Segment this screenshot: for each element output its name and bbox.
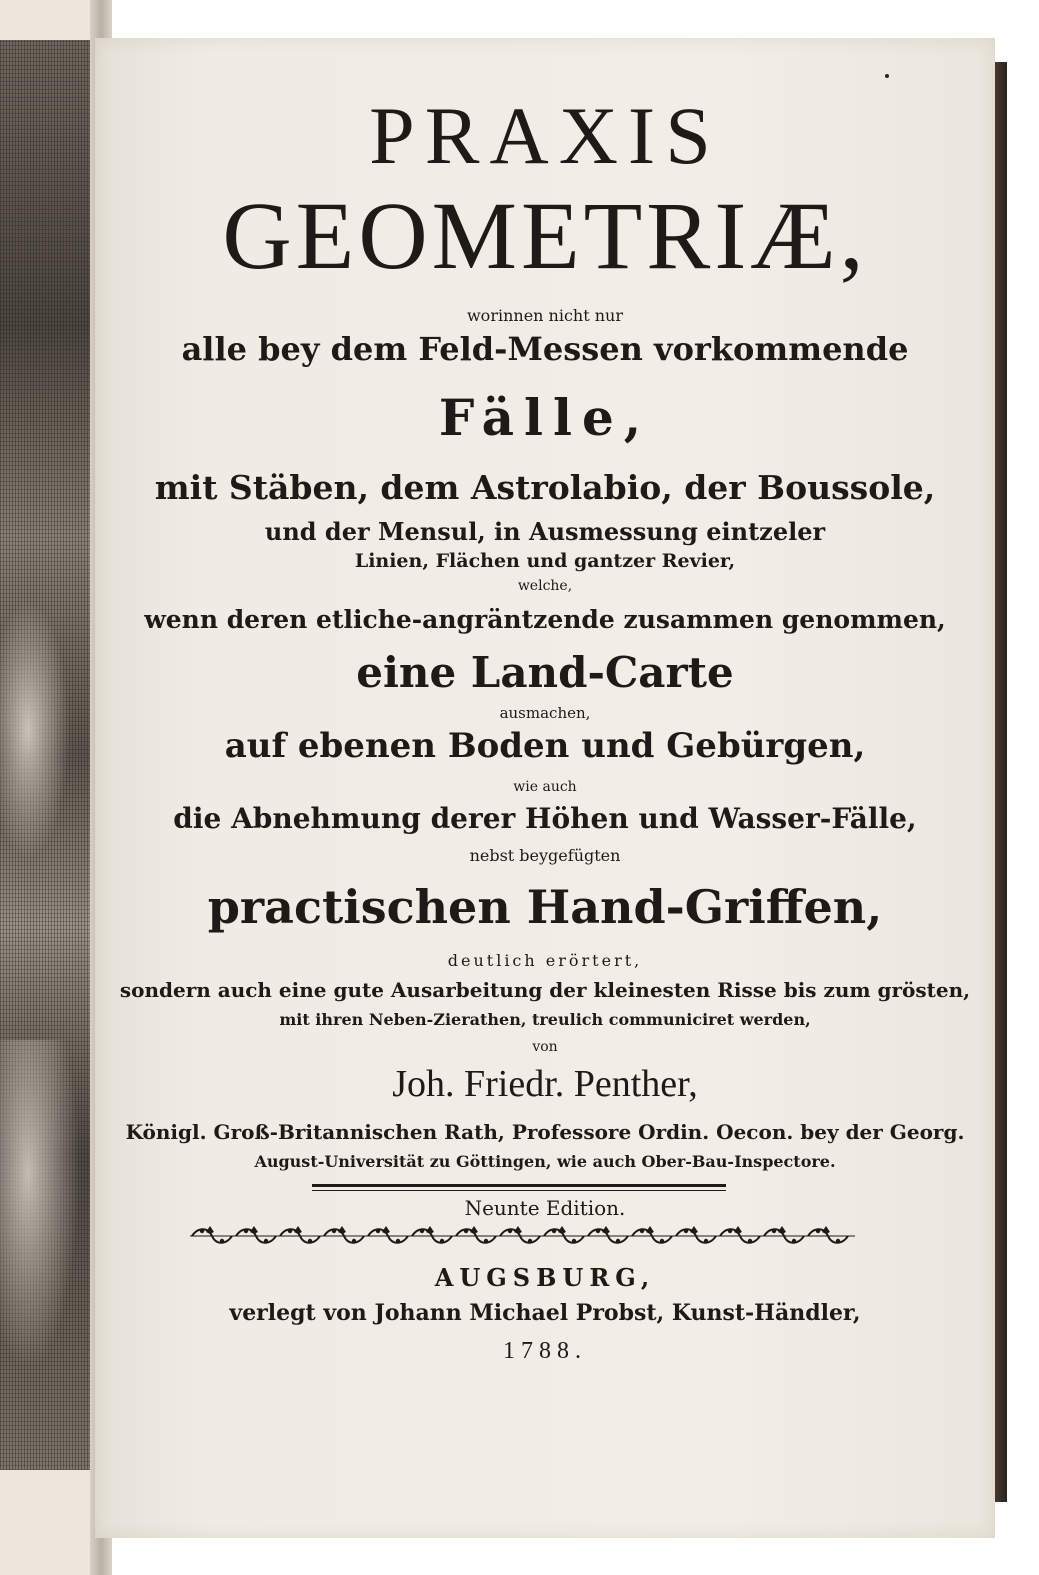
line-wieauch: wie auch [513, 779, 577, 795]
rule-thin [312, 1190, 726, 1191]
line-landcarte: eine Land-Carte [356, 648, 734, 697]
line-practischen: practischen Hand-Griffen, [207, 880, 883, 934]
publisher-line: verlegt von Johann Michael Probst, Kunst-Händler, [229, 1300, 861, 1326]
line-wenn: wenn deren etliche-angräntzende zusammen genommen, [144, 605, 946, 634]
rule-thick [312, 1184, 726, 1187]
line-worinnen: worinnen nicht nur [466, 306, 624, 325]
line-ausmachen: ausmachen, [499, 704, 591, 722]
line-august: August-Universität zu Göttingen, wie auch Ober-Bau-Inspectore. [254, 1152, 836, 1171]
line-deutlich: deutlich erörtert, [447, 951, 643, 970]
line-von: von [532, 1039, 558, 1055]
frontispiece-leaf [0, 0, 104, 1575]
title-geometriae: GEOMETRIÆ, [222, 182, 868, 289]
line-alle: alle bey dem Feld-Messen vorkommende [181, 330, 909, 368]
ornamental-border [190, 1223, 855, 1249]
page-speck [885, 74, 889, 78]
line-sondern: sondern auch eine gute Ausarbeitung der kleinesten Risse bis zum grösten, [119, 978, 971, 1002]
line-mitihren: mit ihren Neben-Zierathen, treulich communiciret werden, [279, 1010, 811, 1029]
line-und: und der Mensul, in Ausmessung eintzeler [264, 517, 826, 546]
line-mit: mit Stäben, dem Astrolabio, der Boussole, [154, 468, 936, 507]
line-auf: auf ebenen Boden und Gebürgen, [224, 726, 866, 766]
edition-line: Neunte Edition. [464, 1196, 626, 1220]
line-koenigl: Königl. Groß-Britannischen Rath, Professore Ordin. Oecon. bey der Georg. [125, 1120, 965, 1144]
line-linien: Linien, Flächen und gantzer Revier, [354, 550, 736, 572]
place-augsburg: AUGSBURG, [434, 1263, 656, 1292]
frontispiece-engraving [0, 40, 98, 1470]
author-name: Joh. Friedr. Penther, [392, 1063, 698, 1105]
line-faelle: Fälle, [438, 388, 652, 447]
line-nebst: nebst beygefügten [469, 846, 621, 865]
line-welche: welche, [517, 578, 573, 594]
title-praxis: PRAXIS [369, 90, 721, 181]
line-abnehmung: die Abnehmung derer Höhen und Wasser-Fälle, [173, 802, 917, 835]
publication-year: 1788. [503, 1338, 587, 1364]
title-page [95, 38, 995, 1538]
